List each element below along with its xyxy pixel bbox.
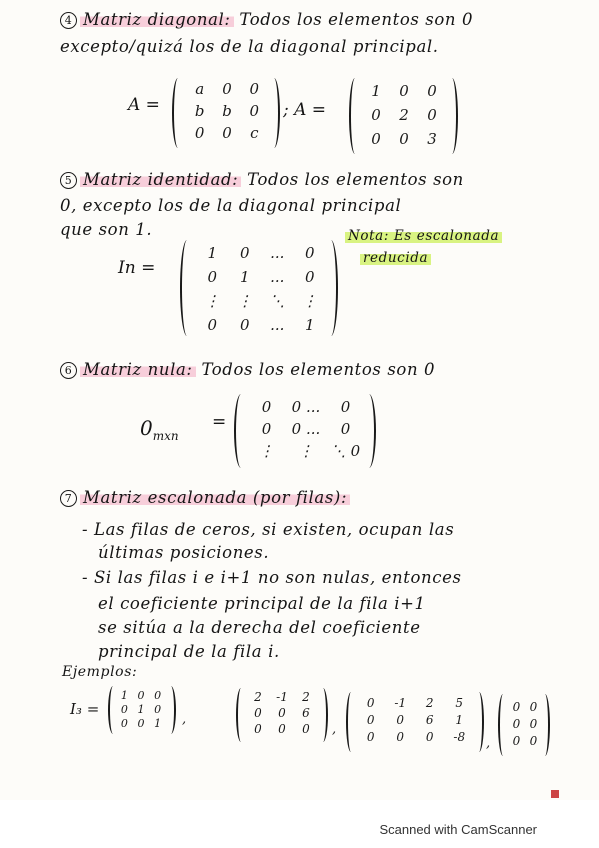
matrix-cell: b (194, 102, 205, 120)
section-5-heading (60, 170, 464, 189)
matrix-cell: 0 (340, 398, 351, 416)
matrix-cell: 0 (302, 722, 310, 736)
bullet-text: últimas posiciones. (98, 543, 270, 562)
section-text: Todos los elementos son 0 (233, 10, 474, 29)
matrix-cell: 0 (304, 244, 315, 262)
matrix-cell: 0 (207, 268, 218, 286)
matrix-cell: 1 (154, 717, 162, 730)
label-sub: mxn (152, 429, 179, 443)
section-number: 7 (60, 490, 77, 507)
matrix-cell: 1 (304, 316, 315, 334)
matrix-cell: 0 (120, 717, 128, 730)
matrix-cell: 6 (425, 713, 434, 727)
matrix-cell: 0 (529, 734, 538, 748)
section-number: 6 (60, 362, 77, 379)
matrix-cell: 0 ... (291, 398, 321, 416)
matrix-cell: 0 (529, 717, 538, 731)
matrix-cell: 2 (399, 106, 409, 124)
section-text: 0, excepto los de la diagonal principal (60, 196, 402, 215)
section-7-heading (60, 488, 350, 507)
matrix-cell: 0 (207, 316, 218, 334)
section-title: Matriz identidad: (80, 170, 241, 189)
matrix-cell: 0 (120, 703, 128, 716)
right-paren (474, 692, 484, 752)
matrix-cell: 0 (222, 80, 232, 98)
separator-comma: , (486, 736, 491, 751)
matrix-cell: 1 (455, 713, 464, 727)
matrix-cell: 0 (261, 398, 272, 416)
right-paren (268, 78, 280, 148)
matrix-cell: 0 (278, 706, 286, 720)
matrix-label: In = (118, 258, 156, 278)
left-paren (346, 692, 356, 752)
matrix-cell: 0 (366, 696, 375, 710)
bullet-text: - Si las filas i e i+1 no son nulas, entonces (82, 568, 462, 587)
matrix-cell: ... (270, 316, 285, 334)
section-text: excepto/quizá los de la diagonal principal. (60, 37, 439, 56)
matrix-cell: 6 (302, 706, 310, 720)
right-paren (362, 394, 376, 468)
scanner-footer (0, 800, 599, 848)
identity-matrix (196, 244, 326, 334)
left-paren (236, 688, 246, 742)
bullet-text: el coeficiente principal de la fila i+1 (98, 594, 426, 613)
matrix-cell: 0 (399, 82, 409, 100)
section-number: 5 (60, 172, 77, 189)
matrix-cell: 0 (371, 106, 381, 124)
corner-mark (551, 790, 559, 798)
matrix-label: I₃ = (70, 700, 100, 718)
section-title: Matriz nula: (80, 360, 196, 379)
bullet-text: se sitúa a la derecha del coeficiente (98, 618, 421, 637)
matrix-cell: 0 (396, 730, 405, 744)
matrix-cell: 0 (529, 700, 538, 714)
matrix-cell: ⋱ 0 (330, 442, 361, 460)
matrix-cell: 0 (249, 102, 260, 120)
section-text: que son 1. (60, 220, 153, 239)
matrix-cell: ⋮ (298, 442, 314, 460)
matrix-cell: 0 (249, 80, 260, 98)
matrix-cell: 0 (254, 722, 262, 736)
matrix-cell: 0 (194, 124, 205, 142)
matrix-cell: ⋮ (204, 292, 220, 310)
section-text: Todos los elementos son 0 (195, 360, 436, 379)
matrix-cell: 1 (120, 689, 128, 702)
matrix-cell: ... (270, 244, 285, 262)
matrix-cell: 0 ... (291, 420, 321, 438)
matrix-cell: 0 (512, 734, 521, 748)
matrix-cell: 0 (239, 316, 250, 334)
matrix-label: ; A = (283, 100, 327, 120)
matrix-cell: 0 (222, 124, 232, 142)
note-text: Nota: Es escalonada (345, 228, 502, 244)
right-paren (318, 688, 328, 742)
matrix-cell: 0 (427, 106, 437, 124)
matrix-cell: 0 (239, 244, 250, 262)
label-main: 0 (140, 416, 153, 440)
matrix-cell: b (222, 102, 232, 120)
null-matrix-label (140, 416, 179, 443)
matrix-cell: -8 (453, 730, 466, 744)
example-matrix-1 (116, 689, 166, 730)
matrix-cell: 0 (512, 700, 521, 714)
matrix-cell: ... (270, 268, 285, 286)
right-paren (324, 240, 338, 336)
matrix-cell: 0 (137, 717, 145, 730)
left-paren (234, 394, 248, 468)
right-paren (446, 78, 458, 154)
diagonal-matrix-2 (362, 82, 446, 148)
left-paren (498, 694, 508, 756)
bullet-text: - Las filas de ceros, si existen, ocupan las (82, 520, 455, 539)
matrix-cell: 1 (137, 703, 145, 716)
matrix-cell: ⋮ (237, 292, 253, 310)
matrix-cell: ⋮ (302, 292, 318, 310)
matrix-cell: 0 (304, 268, 315, 286)
section-title: Matriz escalonada (por filas): (80, 488, 350, 507)
example-matrix-3 (356, 696, 474, 744)
matrix-cell: 1 (207, 244, 218, 262)
matrix-cell: 0 (371, 130, 381, 148)
note-text-2: reducida (360, 250, 431, 266)
matrix-cell: c (250, 124, 259, 142)
scanner-watermark: Scanned with CamScanner (379, 822, 537, 837)
matrix-cell: 0 (154, 689, 162, 702)
matrix-label: A = (128, 95, 160, 115)
section-text: Todos los elementos son (241, 170, 464, 189)
matrix-cell: 0 (154, 703, 162, 716)
note-text (360, 250, 431, 266)
matrix-cell: 0 (396, 713, 405, 727)
matrix-cell: 0 (254, 706, 262, 720)
matrix-cell: 0 (425, 730, 434, 744)
section-4-heading (60, 10, 473, 29)
left-paren (180, 240, 194, 336)
note (345, 228, 502, 244)
matrix-cell: 1 (239, 268, 250, 286)
diagonal-matrix-1 (186, 80, 268, 142)
section-number: 4 (60, 12, 77, 29)
right-paren (166, 686, 176, 734)
example-matrix-4 (508, 700, 542, 748)
section-title: Matriz diagonal: (80, 10, 234, 29)
section-6-heading (60, 360, 435, 379)
matrix-cell: 0 (278, 722, 286, 736)
left-paren (349, 78, 361, 154)
matrix-cell: 2 (425, 696, 434, 710)
matrix-cell: 2 (254, 690, 262, 704)
bullet-text: principal de la fila i. (98, 642, 280, 661)
matrix-cell: 1 (371, 82, 381, 100)
matrix-cell: -1 (276, 690, 288, 704)
right-paren (540, 694, 550, 756)
matrix-cell: a (195, 80, 205, 98)
example-matrix-2 (246, 690, 318, 736)
matrix-cell: 0 (427, 82, 437, 100)
separator-comma: , (332, 722, 337, 737)
matrix-cell: 5 (455, 696, 464, 710)
matrix-cell: 0 (512, 717, 521, 731)
matrix-cell: 0 (261, 420, 272, 438)
matrix-cell: 0 (340, 420, 351, 438)
matrix-cell: 0 (366, 713, 375, 727)
null-matrix (250, 398, 362, 460)
matrix-cell: ⋱ (269, 292, 285, 310)
separator-comma: , (182, 712, 187, 727)
matrix-cell: 2 (302, 690, 310, 704)
left-paren (172, 78, 184, 148)
examples-label: Ejemplos: (62, 664, 138, 680)
matrix-cell: 0 (399, 130, 409, 148)
equals: = (212, 412, 227, 432)
matrix-cell: 3 (427, 130, 437, 148)
matrix-cell: -1 (394, 696, 407, 710)
matrix-cell: 0 (366, 730, 375, 744)
matrix-cell: 0 (137, 689, 145, 702)
matrix-cell: ⋮ (258, 442, 274, 460)
